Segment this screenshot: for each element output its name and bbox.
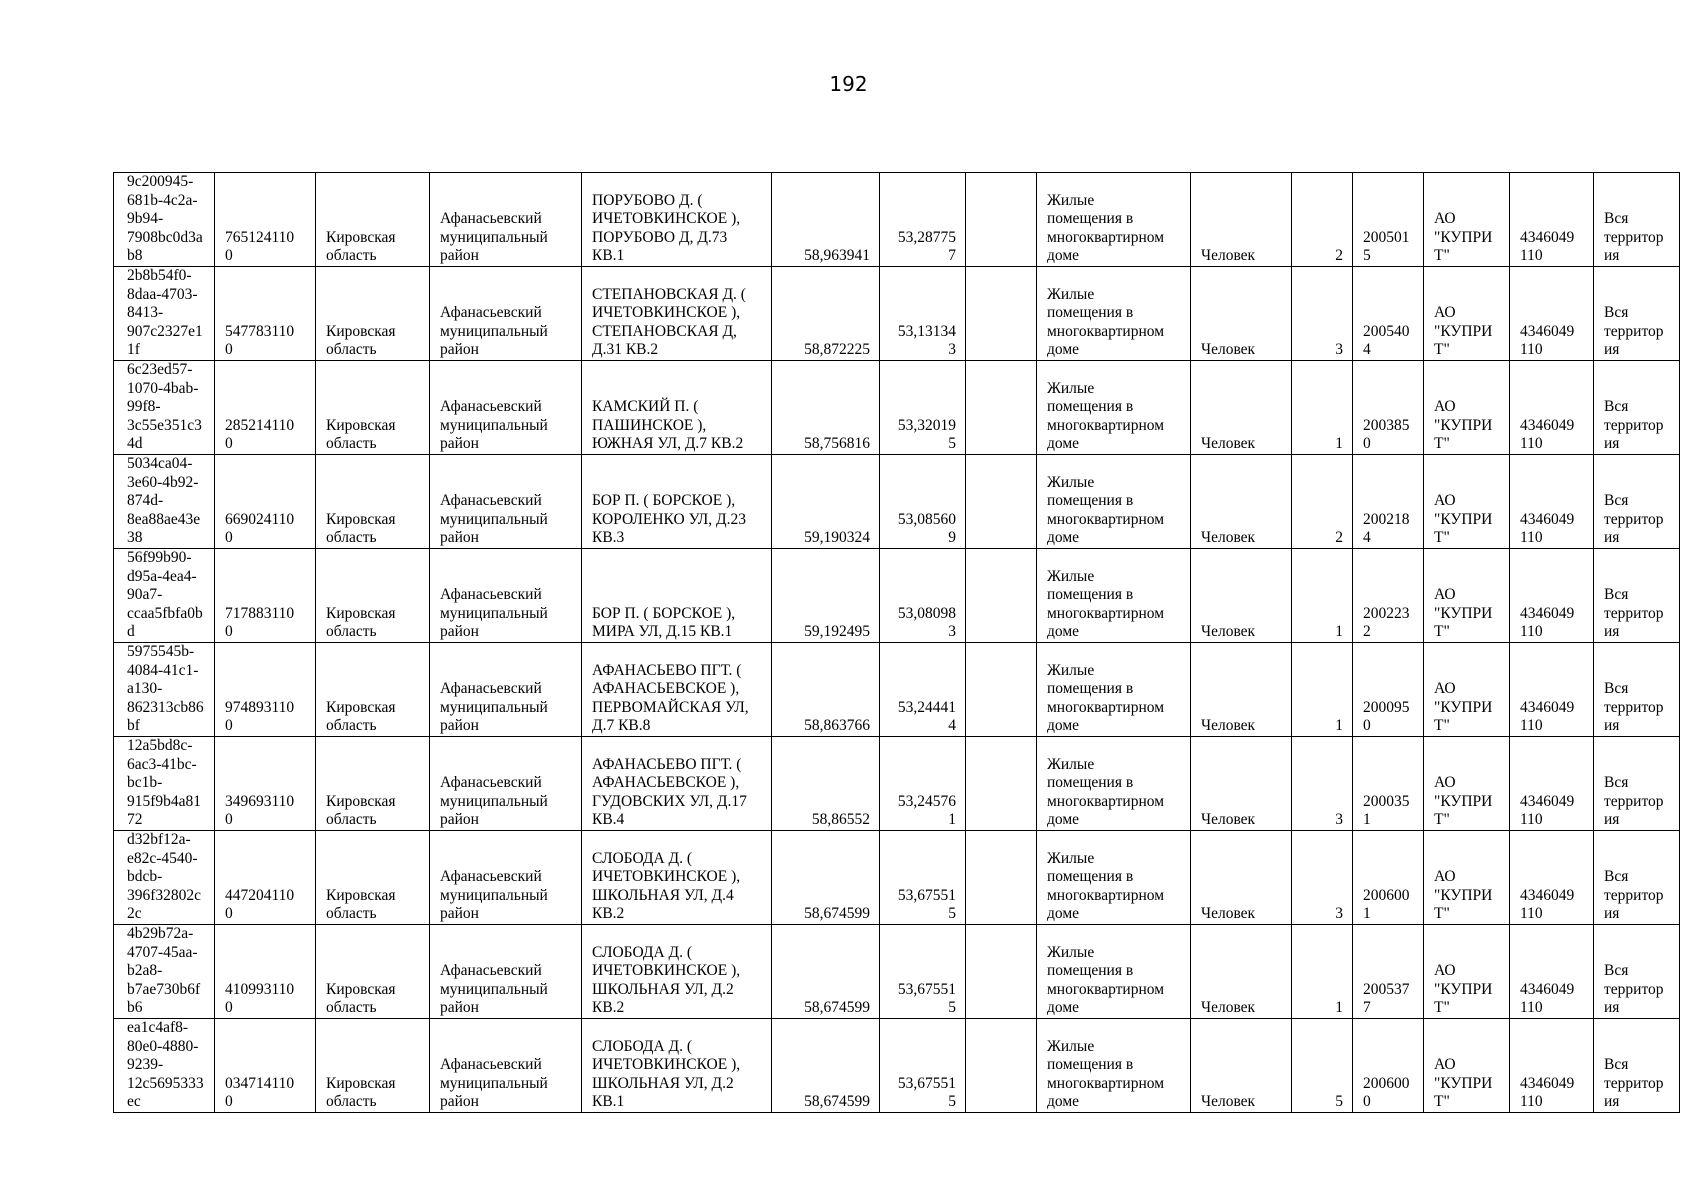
table-row <box>114 643 1680 737</box>
cell-district: Афанасьевский муниципальный район <box>430 361 582 455</box>
cell-address: СТЕПАНОВСКАЯ Д. ( ИЧЕТОВКИНСКОЕ ), СТЕПАНОВСКАЯ Д, Д.31 КВ.2 <box>582 267 772 361</box>
cell-empty <box>966 831 1037 925</box>
cell-count: 3 <box>1292 267 1353 361</box>
cell-organization: АО "КУПРИ Т" <box>1424 831 1510 925</box>
cell-record-id: 6c23ed57- 1070-4bab- 99f8- 3c55e351c3 4d <box>114 361 215 455</box>
cell-record-id: ea1c4af8- 80e0-4880- 9239- 12c5695333 ec <box>114 1019 215 1113</box>
table-row <box>114 737 1680 831</box>
cell-organization: АО "КУПРИ Т" <box>1424 455 1510 549</box>
cell-territory: Вся территор ия <box>1594 361 1680 455</box>
cell-record-id: d32bf12a- e82c-4540- bdcb- 396f32802c 2c <box>114 831 215 925</box>
cell-count: 1 <box>1292 643 1353 737</box>
cell-record-id: 56f99b90- d95a-4ea4- 90a7- ccaa5fbfa0b d <box>114 549 215 643</box>
cell-latitude: 58,863766 <box>772 643 880 737</box>
cell-inn: 4346049 110 <box>1510 1019 1594 1113</box>
cell-inn: 4346049 110 <box>1510 267 1594 361</box>
cell-latitude: 58,963941 <box>772 173 880 267</box>
cell-count: 5 <box>1292 1019 1353 1113</box>
cell-code: 034714110 0 <box>215 1019 316 1113</box>
cell-empty <box>966 1019 1037 1113</box>
cell-unit: Человек <box>1191 549 1292 643</box>
cell-unit: Человек <box>1191 173 1292 267</box>
cell-record-id: 2b8b54f0- 8daa-4703- 8413- 907c2327e1 1f <box>114 267 215 361</box>
table-row <box>114 831 1680 925</box>
cell-longitude: 53,67551 5 <box>880 1019 966 1113</box>
cell-unit: Человек <box>1191 455 1292 549</box>
cell-inn: 4346049 110 <box>1510 925 1594 1019</box>
cell-inn: 4346049 110 <box>1510 643 1594 737</box>
cell-longitude: 53,24576 1 <box>880 737 966 831</box>
cell-empty <box>966 925 1037 1019</box>
cell-longitude: 53,24441 4 <box>880 643 966 737</box>
cell-region: Кировская область <box>316 361 430 455</box>
cell-latitude: 59,190324 <box>772 455 880 549</box>
cell-code: 285214110 0 <box>215 361 316 455</box>
cell-longitude: 53,13134 3 <box>880 267 966 361</box>
cell-empty <box>966 643 1037 737</box>
cell-unit: Человек <box>1191 737 1292 831</box>
cell-inn: 4346049 110 <box>1510 455 1594 549</box>
cell-year: 200501 5 <box>1353 173 1424 267</box>
table-row <box>114 173 1680 267</box>
cell-address: КАМСКИЙ П. ( ПАШИНСКОЕ ), ЮЖНАЯ УЛ, Д.7 КВ.2 <box>582 361 772 455</box>
cell-latitude: 58,86552 <box>772 737 880 831</box>
cell-premises-type: Жилые помещения в многоквартирном доме <box>1037 831 1191 925</box>
cell-year: 200035 1 <box>1353 737 1424 831</box>
cell-inn: 4346049 110 <box>1510 173 1594 267</box>
cell-latitude: 58,674599 <box>772 925 880 1019</box>
table-row <box>114 549 1680 643</box>
cell-region: Кировская область <box>316 831 430 925</box>
cell-territory: Вся территор ия <box>1594 455 1680 549</box>
cell-empty <box>966 455 1037 549</box>
cell-address: СЛОБОДА Д. ( ИЧЕТОВКИНСКОЕ ), ШКОЛЬНАЯ УЛ, Д.4 КВ.2 <box>582 831 772 925</box>
cell-empty <box>966 267 1037 361</box>
cell-unit: Человек <box>1191 925 1292 1019</box>
cell-empty <box>966 361 1037 455</box>
cell-empty <box>966 173 1037 267</box>
cell-address: ПОРУБОВО Д. ( ИЧЕТОВКИНСКОЕ ), ПОРУБОВО Д, Д.73 КВ.1 <box>582 173 772 267</box>
cell-region: Кировская область <box>316 737 430 831</box>
cell-organization: АО "КУПРИ Т" <box>1424 1019 1510 1113</box>
cell-longitude: 53,67551 5 <box>880 925 966 1019</box>
cell-district: Афанасьевский муниципальный район <box>430 173 582 267</box>
table-row <box>114 925 1680 1019</box>
cell-latitude: 58,674599 <box>772 1019 880 1113</box>
cell-organization: АО "КУПРИ Т" <box>1424 267 1510 361</box>
cell-year: 200600 1 <box>1353 831 1424 925</box>
cell-record-id: 5034ca04- 3e60-4b92- 874d- 8ea88ae43e 38 <box>114 455 215 549</box>
cell-premises-type: Жилые помещения в многоквартирном доме <box>1037 1019 1191 1113</box>
cell-year: 200218 4 <box>1353 455 1424 549</box>
cell-district: Афанасьевский муниципальный район <box>430 1019 582 1113</box>
cell-territory: Вся территор ия <box>1594 549 1680 643</box>
cell-latitude: 58,756816 <box>772 361 880 455</box>
cell-region: Кировская область <box>316 643 430 737</box>
cell-premises-type: Жилые помещения в многоквартирном доме <box>1037 173 1191 267</box>
cell-code: 547783110 0 <box>215 267 316 361</box>
cell-longitude: 53,08098 3 <box>880 549 966 643</box>
cell-premises-type: Жилые помещения в многоквартирном доме <box>1037 549 1191 643</box>
table-row <box>114 1019 1680 1113</box>
cell-count: 2 <box>1292 455 1353 549</box>
cell-code: 974893110 0 <box>215 643 316 737</box>
cell-record-id: 5975545b- 4084-41c1- a130- 862313cb86 bf <box>114 643 215 737</box>
cell-count: 1 <box>1292 361 1353 455</box>
cell-unit: Человек <box>1191 831 1292 925</box>
cell-empty <box>966 737 1037 831</box>
cell-organization: АО "КУПРИ Т" <box>1424 925 1510 1019</box>
cell-code: 669024110 0 <box>215 455 316 549</box>
cell-region: Кировская область <box>316 455 430 549</box>
cell-territory: Вся территор ия <box>1594 925 1680 1019</box>
cell-region: Кировская область <box>316 549 430 643</box>
cell-inn: 4346049 110 <box>1510 361 1594 455</box>
cell-inn: 4346049 110 <box>1510 831 1594 925</box>
table-row <box>114 361 1680 455</box>
cell-organization: АО "КУПРИ Т" <box>1424 643 1510 737</box>
table-body <box>114 173 1680 1113</box>
cell-organization: АО "КУПРИ Т" <box>1424 549 1510 643</box>
cell-address: СЛОБОДА Д. ( ИЧЕТОВКИНСКОЕ ), ШКОЛЬНАЯ УЛ, Д.2 КВ.2 <box>582 925 772 1019</box>
cell-year: 200223 2 <box>1353 549 1424 643</box>
cell-premises-type: Жилые помещения в многоквартирном доме <box>1037 455 1191 549</box>
cell-code: 349693110 0 <box>215 737 316 831</box>
cell-empty <box>966 549 1037 643</box>
cell-territory: Вся территор ия <box>1594 267 1680 361</box>
cell-address: СЛОБОДА Д. ( ИЧЕТОВКИНСКОЕ ), ШКОЛЬНАЯ УЛ, Д.2 КВ.1 <box>582 1019 772 1113</box>
cell-address: БОР П. ( БОРСКОЕ ), МИРА УЛ, Д.15 КВ.1 <box>582 549 772 643</box>
cell-unit: Человек <box>1191 1019 1292 1113</box>
cell-year: 200537 7 <box>1353 925 1424 1019</box>
cell-code: 717883110 0 <box>215 549 316 643</box>
cell-longitude: 53,67551 5 <box>880 831 966 925</box>
cell-region: Кировская область <box>316 1019 430 1113</box>
cell-record-id: 4b29b72a- 4707-45aa- b2a8- b7ae730b6f b6 <box>114 925 215 1019</box>
cell-year: 200600 0 <box>1353 1019 1424 1113</box>
cell-code: 765124110 0 <box>215 173 316 267</box>
page-number: 192 <box>829 72 868 96</box>
cell-record-id: 9c200945- 681b-4c2a- 9b94- 7908bc0d3a b8 <box>114 173 215 267</box>
cell-territory: Вся территор ия <box>1594 1019 1680 1113</box>
cell-premises-type: Жилые помещения в многоквартирном доме <box>1037 361 1191 455</box>
cell-premises-type: Жилые помещения в многоквартирном доме <box>1037 267 1191 361</box>
cell-region: Кировская область <box>316 173 430 267</box>
cell-district: Афанасьевский муниципальный район <box>430 455 582 549</box>
cell-organization: АО "КУПРИ Т" <box>1424 361 1510 455</box>
cell-district: Афанасьевский муниципальный район <box>430 737 582 831</box>
registry-table <box>113 172 1680 1113</box>
cell-latitude: 58,674599 <box>772 831 880 925</box>
cell-code: 410993110 0 <box>215 925 316 1019</box>
cell-territory: Вся территор ия <box>1594 831 1680 925</box>
cell-count: 1 <box>1292 925 1353 1019</box>
cell-count: 2 <box>1292 173 1353 267</box>
cell-district: Афанасьевский муниципальный район <box>430 831 582 925</box>
cell-longitude: 53,28775 7 <box>880 173 966 267</box>
cell-code: 447204110 0 <box>215 831 316 925</box>
cell-latitude: 58,872225 <box>772 267 880 361</box>
cell-region: Кировская область <box>316 267 430 361</box>
cell-address: АФАНАСЬЕВО ПГТ. ( АФАНАСЬЕВСКОЕ ), ГУДОВСКИХ УЛ, Д.17 КВ.4 <box>582 737 772 831</box>
cell-year: 200385 0 <box>1353 361 1424 455</box>
cell-territory: Вся территор ия <box>1594 173 1680 267</box>
cell-organization: АО "КУПРИ Т" <box>1424 737 1510 831</box>
cell-address: БОР П. ( БОРСКОЕ ), КОРОЛЕНКО УЛ, Д.23 КВ.3 <box>582 455 772 549</box>
cell-address: АФАНАСЬЕВО ПГТ. ( АФАНАСЬЕВСКОЕ ), ПЕРВОМАЙСКАЯ УЛ, Д.7 КВ.8 <box>582 643 772 737</box>
cell-premises-type: Жилые помещения в многоквартирном доме <box>1037 925 1191 1019</box>
cell-unit: Человек <box>1191 361 1292 455</box>
cell-district: Афанасьевский муниципальный район <box>430 267 582 361</box>
cell-count: 1 <box>1292 549 1353 643</box>
cell-unit: Человек <box>1191 267 1292 361</box>
cell-unit: Человек <box>1191 643 1292 737</box>
cell-latitude: 59,192495 <box>772 549 880 643</box>
cell-premises-type: Жилые помещения в многоквартирном доме <box>1037 737 1191 831</box>
cell-territory: Вся территор ия <box>1594 643 1680 737</box>
cell-count: 3 <box>1292 737 1353 831</box>
cell-record-id: 12a5bd8c- 6ac3-41bc- bc1b- 915f9b4a81 72 <box>114 737 215 831</box>
cell-organization: АО "КУПРИ Т" <box>1424 173 1510 267</box>
cell-longitude: 53,08560 9 <box>880 455 966 549</box>
cell-district: Афанасьевский муниципальный район <box>430 643 582 737</box>
cell-inn: 4346049 110 <box>1510 549 1594 643</box>
cell-region: Кировская область <box>316 925 430 1019</box>
table-row <box>114 455 1680 549</box>
cell-district: Афанасьевский муниципальный район <box>430 549 582 643</box>
cell-longitude: 53,32019 5 <box>880 361 966 455</box>
cell-year: 200095 0 <box>1353 643 1424 737</box>
cell-premises-type: Жилые помещения в многоквартирном доме <box>1037 643 1191 737</box>
table-row <box>114 267 1680 361</box>
cell-inn: 4346049 110 <box>1510 737 1594 831</box>
cell-territory: Вся территор ия <box>1594 737 1680 831</box>
cell-count: 3 <box>1292 831 1353 925</box>
cell-year: 200540 4 <box>1353 267 1424 361</box>
cell-district: Афанасьевский муниципальный район <box>430 925 582 1019</box>
